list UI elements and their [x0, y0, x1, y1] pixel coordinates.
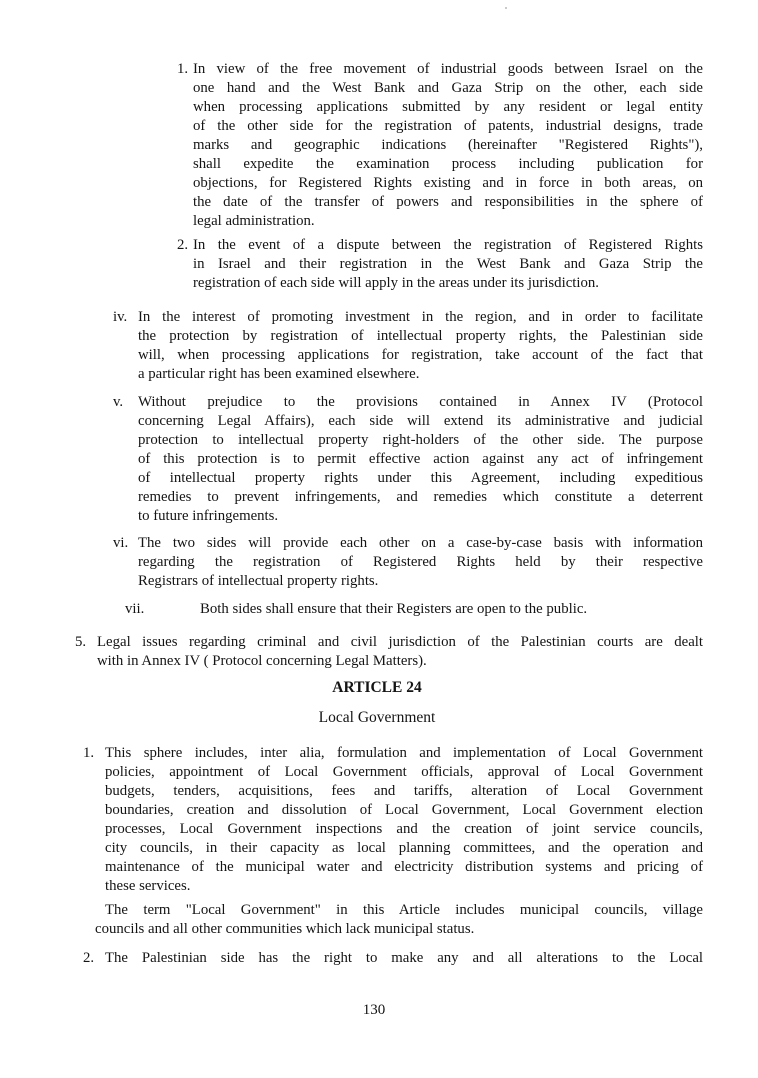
text-line: in Israel and their registration in the West Bank and Gaza Strip the — [193, 256, 703, 272]
article-heading: ARTICLE 24 — [332, 679, 422, 696]
text-line: budgets, tenders, acquisitions, fees and tariffs, alteration of Local Government — [105, 783, 703, 799]
list-item-2 — [177, 236, 703, 293]
list-marker: vii. — [125, 601, 145, 617]
list-item-5 — [75, 633, 703, 671]
list-item-lg-1 — [83, 744, 703, 896]
list-marker: iv. — [113, 309, 128, 325]
list-marker: 2. — [83, 950, 95, 966]
text-line: the protection by registration of intellectual property rights, the Palestinian side — [138, 328, 703, 344]
text-line: of the other side for the registration of patents, industrial designs, trade — [193, 118, 703, 134]
list-marker: 2. — [177, 237, 189, 253]
text-line: boundaries, creation and dissolution of Local Government, Local Government election — [105, 802, 703, 818]
page-number: 130 — [362, 1002, 386, 1018]
text-line: city councils, in their capacity as local planning committees, and the operation and — [105, 840, 703, 856]
text-line: processes, Local Government inspections and the creation of joint service councils, — [105, 821, 703, 837]
list-marker: 1. — [83, 745, 95, 761]
text-line: maintenance of the municipal water and electricity distribution systems and pricing of — [105, 859, 703, 875]
text-line: regarding the registration of Registered Rights held by their respective — [138, 554, 703, 570]
text-line: The Palestinian side has the right to make any and all alterations to the Local — [105, 950, 703, 966]
list-item-v — [113, 393, 703, 526]
term-paragraph — [95, 901, 703, 939]
text-line: Without prejudice to the provisions contained in Annex IV (Protocol — [138, 394, 703, 410]
text-line: protection to intellectual property right-holders of the other side. The purpose — [138, 432, 703, 448]
text-line: policies, appointment of Local Government officials, approval of Local Government — [105, 764, 703, 780]
text-line: of this protection is to permit effective action against any act of infringement — [138, 451, 703, 467]
text-line: when processing applications submitted by any resident or legal entity — [193, 99, 703, 115]
list-marker: 1. — [177, 61, 189, 77]
text-line: In view of the free movement of industrial goods between Israel on the — [193, 61, 703, 77]
text-line: marks and geographic indications (hereinafter "Registered Rights"), — [193, 137, 703, 153]
list-marker: 5. — [75, 634, 87, 650]
text-line: registration of each side will apply in the areas under its jurisdiction. — [193, 275, 599, 291]
text-line: to future infringements. — [138, 508, 279, 524]
text-line: the date of the transfer of powers and responsibilities in the sphere of — [193, 194, 703, 210]
text-line: In the interest of promoting investment in the region, and in order to facilitate — [138, 309, 703, 325]
list-item-vi — [113, 534, 703, 591]
text-line: In the event of a dispute between the registration of Registered Rights — [193, 237, 703, 253]
text-line: This sphere includes, inter alia, formulation and implementation of Local Government — [105, 745, 703, 761]
text-line: these services. — [105, 878, 191, 894]
list-item-vii — [125, 600, 703, 619]
list-marker: vi. — [113, 535, 129, 551]
text-line: Both sides shall ensure that their Registers are open to the public. — [200, 601, 588, 617]
text-line: of intellectual property rights under this Agreement, including expeditious — [138, 470, 703, 486]
text-line: a particular right has been examined elsewhere. — [138, 366, 420, 382]
list-marker: v. — [113, 394, 124, 410]
list-item-iv — [113, 308, 703, 384]
text-line: shall expedite the examination process including publication for — [193, 156, 703, 172]
text-line: will, when processing applications for registration, take account of the fact that — [138, 347, 703, 363]
text-line: with in Annex IV ( Protocol concerning Legal Matters). — [97, 653, 427, 669]
text-line: legal administration. — [193, 213, 315, 229]
list-item-lg-2 — [83, 949, 703, 968]
text-line: The two sides will provide each other on a case-by-case basis with information — [138, 535, 703, 551]
text-line: Legal issues regarding criminal and civil jurisdiction of the Palestinian courts are dealt — [97, 634, 703, 650]
list-item-1 — [177, 60, 703, 231]
text-line: The term "Local Government" in this Article includes municipal councils, village — [105, 902, 703, 918]
text-line: objections, for Registered Rights existing and in force in both areas, on — [193, 175, 703, 191]
scan-speck — [505, 7, 507, 9]
text-line: Registrars of intellectual property rights. — [138, 573, 379, 589]
text-line: councils and all other communities which lack municipal status. — [95, 921, 475, 937]
article-subtitle: Local Government — [318, 709, 436, 726]
text-line: concerning Legal Affairs), each side will extend its administrative and judicial — [138, 413, 703, 429]
text-line: one hand and the West Bank and Gaza Strip on the other, each side — [193, 80, 703, 96]
text-line: remedies to prevent infringements, and remedies which constitute a deterrent — [138, 489, 703, 505]
